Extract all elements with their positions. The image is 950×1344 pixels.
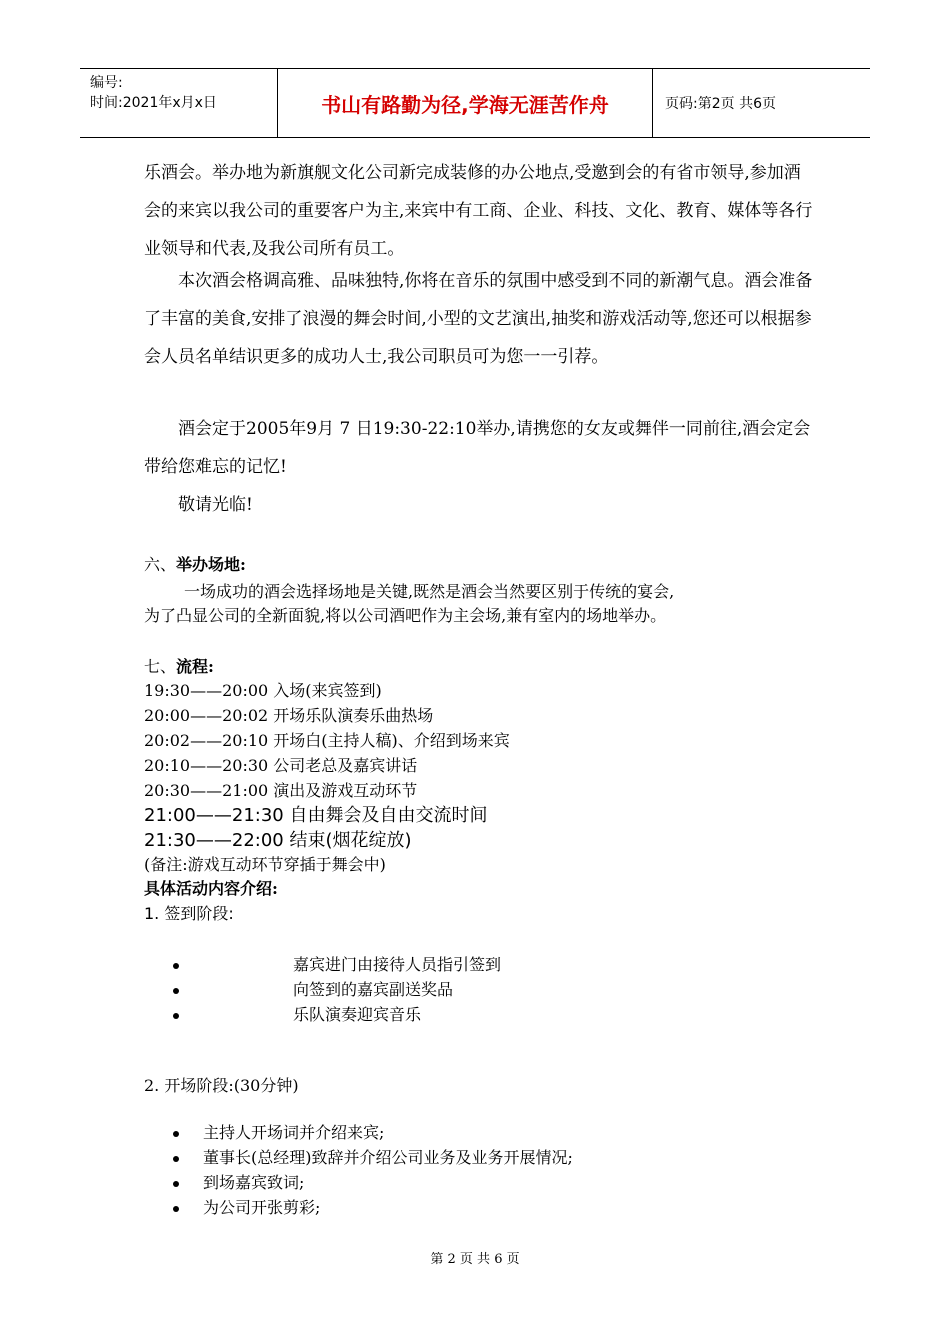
intro-paragraph-1: 乐酒会。举办地为新旗舰文化公司新完成装修的办公地点,受邀到会的有省市领导,参加酒会的来宾以我公司的重要客户为主,来宾中有工商、企业、科技、文化、教育、媒体等各行业领导和代表,及我公司所有员工。 — [144, 163, 813, 259]
bullet-dot — [173, 1181, 179, 1187]
intro-paragraph-2: 本次酒会格调高雅、品味独特,你将在音乐的氛围中感受到不同的新潮气息。酒会准备了丰富的美食,安排了浪漫的舞会时间,小型的文艺演出,抽奖和游戏活动等,您还可以根据参会人员名单结识更多的成功人士,我公司职员可为您一一引荐。 — [144, 271, 813, 367]
bullet-dot — [173, 1013, 179, 1019]
process-heading-prefix: 七、 — [144, 657, 177, 676]
venue-heading-text: 举办场地: — [176, 555, 246, 574]
bullet-dot — [173, 1156, 179, 1162]
venue-heading — [144, 552, 246, 575]
bullet-dot — [173, 988, 179, 994]
venue-heading-prefix: 六、 — [144, 555, 177, 574]
process-item: 20:02——20:10 开场白(主持人稿)、介绍到场来宾 — [144, 731, 510, 750]
process-item: 20:30——21:00 演出及游戏互动环节 — [144, 781, 418, 800]
stage1-item: 向签到的嘉宾副送奖品 — [293, 980, 454, 999]
process-note: (备注:游戏互动环节穿插于舞会中) — [144, 855, 386, 874]
stage1-item: 嘉宾进门由接待人员指引签到 — [293, 955, 502, 974]
stage2-item: 为公司开张剪彩; — [203, 1198, 321, 1217]
number-label: 编号: — [90, 75, 123, 91]
intro-paragraph-3: 酒会定于2005年9月 7 日19:30-22:10举办,请携您的女友或舞伴一同前往,酒会定会带给您难忘的记忆! — [144, 419, 811, 477]
stage2-item: 董事长(总经理)致辞并介绍公司业务及业务开展情况; — [203, 1148, 573, 1167]
bullet-dot — [173, 1206, 179, 1212]
process-item: 20:10——20:30 公司老总及嘉宾讲话 — [144, 756, 418, 775]
process-heading-text: 流程: — [176, 657, 214, 676]
process-item: 20:00——20:02 开场乐队演奏乐曲热场 — [144, 706, 434, 725]
venue-line-2: 为了凸显公司的全新面貌,将以公司酒吧作为主会场,兼有室内的场地举办。 — [144, 606, 667, 625]
process-heading — [144, 654, 214, 677]
stage1-title: 1. 签到阶段: — [144, 904, 234, 923]
venue-line-1: 一场成功的酒会选择场地是关键,既然是酒会当然要区别于传统的宴会, — [184, 582, 675, 601]
stage2-item: 到场嘉宾致词; — [203, 1173, 305, 1192]
stage2-item: 主持人开场词并介绍来宾; — [203, 1123, 385, 1142]
stage2-title: 2. 开场阶段:(30分钟) — [144, 1076, 299, 1095]
header-page-info: 页码:第2页 共6页 — [665, 96, 776, 112]
stage1-item: 乐队演奏迎宾音乐 — [293, 1005, 422, 1024]
header-meta — [80, 69, 278, 137]
page-header — [80, 68, 870, 138]
intro-paragraph-4: 敬请光临! — [178, 495, 253, 515]
bullet-dot — [173, 963, 179, 969]
date-line: 时间:2021年x月x日 — [90, 95, 217, 111]
page-footer: 第 2 页 共 6 页 — [430, 1252, 520, 1267]
bullet-dot — [173, 1131, 179, 1137]
header-motto: 书山有路勤为径,学海无涯苦作舟 — [278, 69, 653, 137]
process-item: 19:30——20:00 入场(来宾签到) — [144, 681, 382, 700]
process-item: 21:00——21:30 自由舞会及自由交流时间 — [144, 805, 488, 826]
process-item: 21:30——22:00 结束(烟花绽放) — [144, 830, 412, 851]
activities-heading: 具体活动内容介绍: — [144, 879, 278, 898]
